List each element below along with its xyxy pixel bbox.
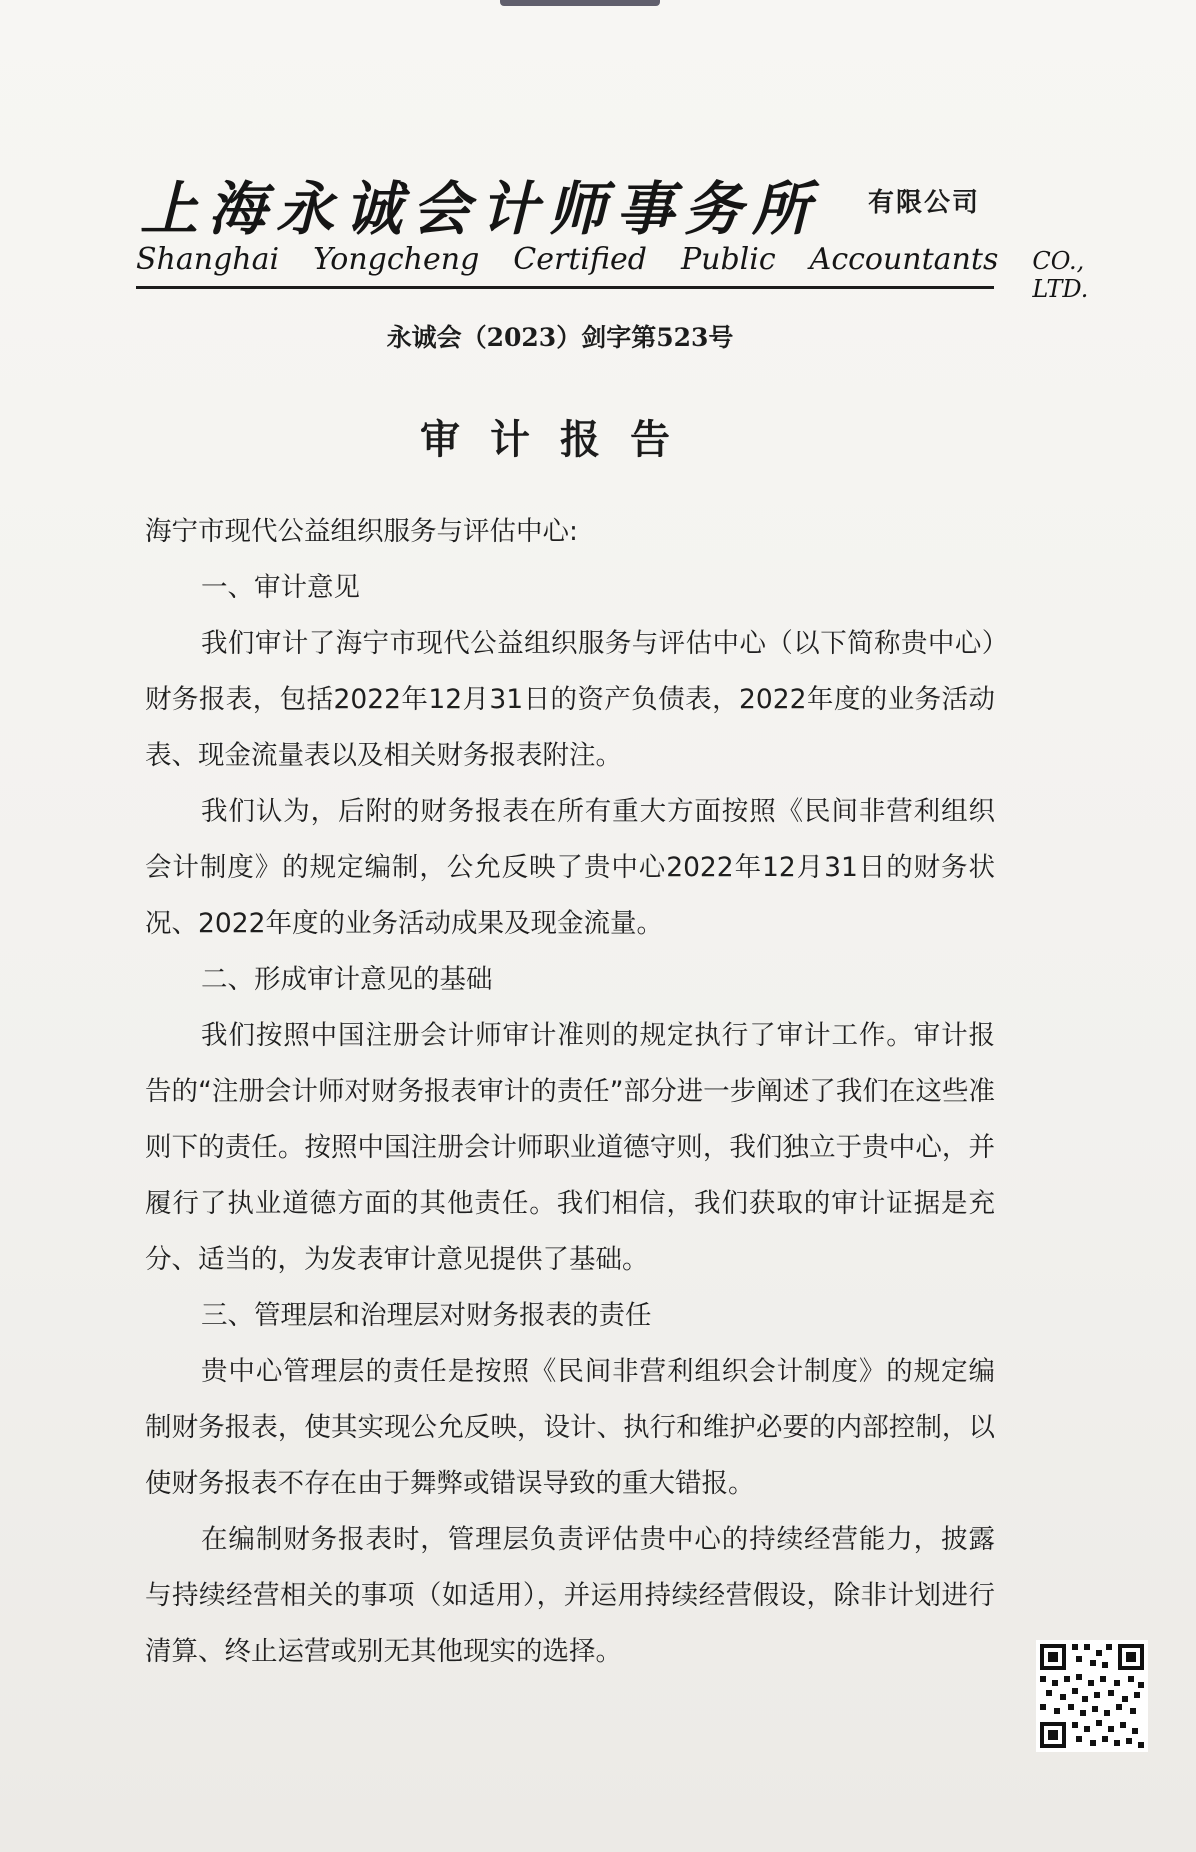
firm-name-en-word: Certified [513,242,647,277]
salutation: 海宁市现代公益组织服务与评估中心: [145,516,578,547]
firm-name-en-word: Yongcheng [313,242,480,277]
firm-name-en-word: Accountants [809,242,999,277]
firm-name-en-word: Shanghai [136,242,280,277]
section-heading: 一、审计意见 [201,572,360,603]
header-divider [136,286,994,289]
paragraph: 我们按照中国注册会计师审计准则的规定执行了审计工作。审计报告的“注册会计师对财务报表审计的责任”部分进一步阐述了我们在这些准则下的责任。按照中国注册会计师职业道德守则，我们独立于贵中心，并履行了执业道德方面的其他责任。我们相信，我们获取的审计证据是充分、适当的，为发表审计意见提供了基础。 [145,1020,995,1275]
paragraph: 在编制财务报表时，管理层负责评估贵中心的持续经营能力，披露与持续经营相关的事项（如适用），并运用持续经营假设，除非计划进行清算、终止运营或别无其他现实的选择。 [145,1524,995,1667]
firm-name-en-suffix: CO., LTD. [1032,247,1089,303]
paragraph: 我们审计了海宁市现代公益组织服务与评估中心（以下简称贵中心）财务报表，包括2022年12月31日的资产负债表，2022年度的业务活动表、现金流量表以及相关财务报表附注。 [145,628,995,771]
document-number: 永诚会（2023）剑字第523号 [386,323,734,352]
section-heading: 二、形成审计意见的基础 [201,964,493,995]
section-heading: 三、管理层和治理层对财务报表的责任 [201,1300,652,1331]
firm-name-en [136,242,1089,303]
paragraph: 贵中心管理层的责任是按照《民间非营利组织会计制度》的规定编制财务报表，使其实现公允反映，设计、执行和维护必要的内部控制，以使财务报表不存在由于舞弊或错误导致的重大错报。 [145,1356,995,1499]
firm-name-en-word: Public [680,242,776,277]
report-body [145,504,995,1680]
paragraph: 我们认为，后附的财务报表在所有重大方面按照《民间非营利组织会计制度》的规定编制，公允反映了贵中心2022年12月31日的财务状况、2022年度的业务活动成果及现金流量。 [145,796,995,939]
firm-name-cn: 上海永诚会计师事务所 [140,175,821,243]
firm-name-cn-suffix: 有限公司 [868,188,981,218]
qr-code-icon [1036,1640,1148,1752]
document-title: 审计报告 [420,417,700,463]
scan-edge [500,0,660,6]
